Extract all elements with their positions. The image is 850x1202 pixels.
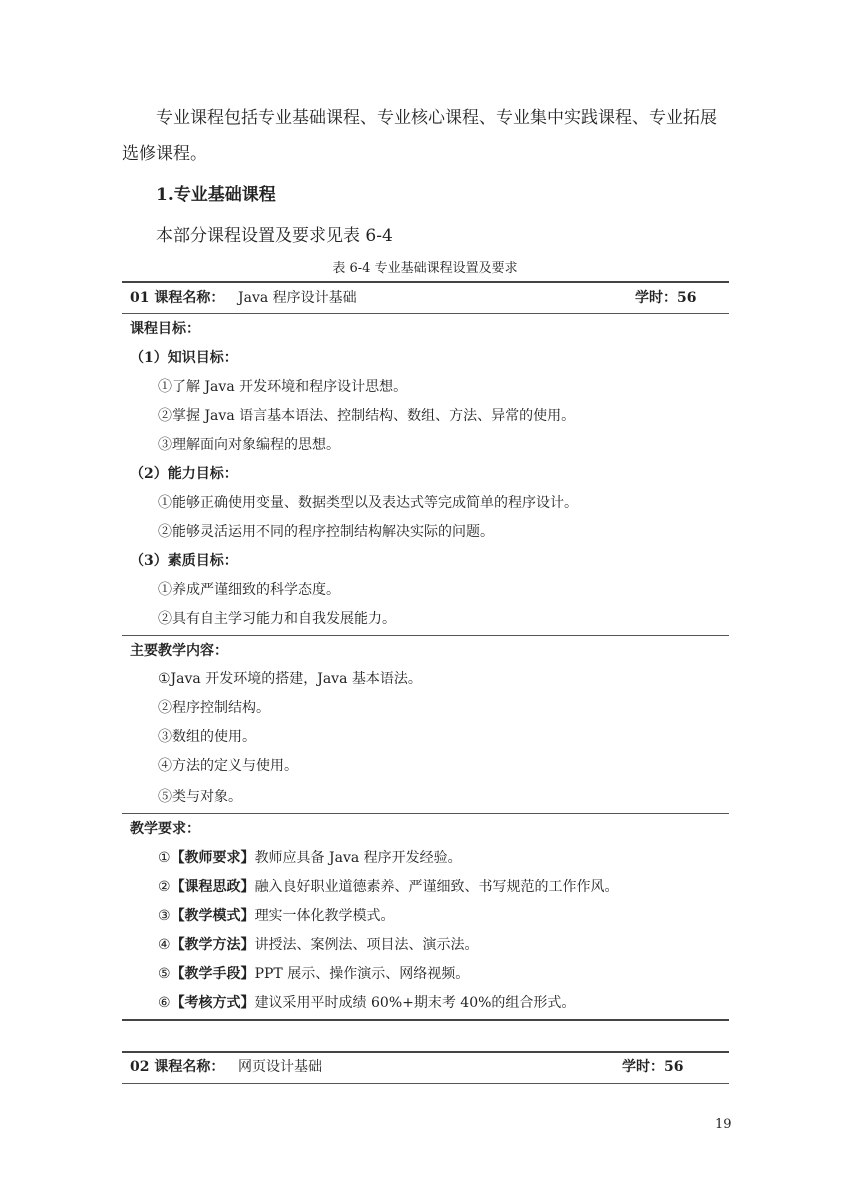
list-item: ⑤类与对象。 xyxy=(158,789,242,805)
list-item: ①了解 Java 开发环境和程序设计思想。 xyxy=(158,379,408,395)
item-tag: 【教学手段】 xyxy=(170,966,255,982)
section-heading: 1.专业基础课程 xyxy=(156,185,276,205)
list-item: ①能够正确使用变量、数据类型以及表达式等完成简单的程序设计。 xyxy=(158,495,578,511)
item-number: ① xyxy=(158,850,171,866)
item-tag: 【教师要求】 xyxy=(170,850,255,866)
objectives-title: 课程目标： xyxy=(130,321,200,337)
item-text: 融入良好职业道德素养、严谨细致、书写规范的工作作风。 xyxy=(254,879,619,895)
item-tag: 【考核方式】 xyxy=(170,995,255,1011)
list-item: ②程序控制结构。 xyxy=(158,700,270,716)
list-item xyxy=(158,876,619,896)
course1-name: Java 程序设计基础 xyxy=(238,290,357,306)
course2-name: 网页设计基础 xyxy=(238,1059,322,1075)
list-item xyxy=(158,905,395,925)
item-text: 建议采用平时成绩 60%+期末考 40%的组合形式。 xyxy=(254,995,576,1011)
table-top-rule xyxy=(122,281,729,283)
course2-hours: 学时：56 xyxy=(622,1059,684,1075)
item-number: ⑤ xyxy=(158,966,171,982)
course2-code-label: 02 课程名称： xyxy=(130,1059,225,1075)
item-text: 教师应具备 Java 程序开发经验。 xyxy=(254,850,462,866)
list-item: ③数组的使用。 xyxy=(158,729,256,745)
quality-title: （3）素质目标： xyxy=(130,553,238,569)
list-item: ④方法的定义与使用。 xyxy=(158,758,298,774)
row-divider xyxy=(122,813,729,814)
list-item: ②具有自主学习能力和自我发展能力。 xyxy=(158,611,396,627)
list-item: ②掌握 Java 语言基本语法、控制结构、数组、方法、异常的使用。 xyxy=(158,408,576,424)
ability-title: （2）能力目标： xyxy=(130,466,238,482)
knowledge-title: （1）知识目标： xyxy=(130,350,238,366)
table-caption: 表 6-4 专业基础课程设置及要求 xyxy=(332,261,518,276)
course1-hours: 学时：56 xyxy=(635,290,697,306)
item-tag: 【教学模式】 xyxy=(170,908,255,924)
item-tag: 【教学方法】 xyxy=(170,937,255,953)
table-top-rule xyxy=(122,1051,729,1053)
list-item: ①Java 开发环境的搭建，Java 基本语法。 xyxy=(158,671,422,687)
course1-code-label: 01 课程名称： xyxy=(130,290,225,306)
item-number: ② xyxy=(158,879,171,895)
item-number: ③ xyxy=(158,908,171,924)
row-divider xyxy=(122,635,729,636)
item-tag: 【课程思政】 xyxy=(170,879,255,895)
section-intro: 本部分课程设置及要求见表 6-4 xyxy=(156,226,393,246)
row-divider xyxy=(122,1083,729,1084)
intro-line-2: 选修课程。 xyxy=(122,144,207,164)
list-item: ②能够灵活运用不同的程序控制结构解决实际的问题。 xyxy=(158,524,494,540)
item-text: 讲授法、案例法、项目法、演示法。 xyxy=(254,937,479,953)
requirements-title: 教学要求： xyxy=(130,821,200,837)
list-item: ①养成严谨细致的科学态度。 xyxy=(158,582,340,598)
item-text: 理实一体化教学模式。 xyxy=(254,908,395,924)
content-title: 主要教学内容： xyxy=(130,643,228,659)
item-number: ⑥ xyxy=(158,995,171,1011)
list-item xyxy=(158,847,462,867)
intro-line-1: 专业课程包括专业基础课程、专业核心课程、专业集中实践课程、专业拓展 xyxy=(156,108,717,128)
item-text: PPT 展示、操作演示、网络视频。 xyxy=(254,966,470,982)
item-number: ④ xyxy=(158,937,171,953)
table-bottom-rule xyxy=(122,1019,729,1021)
row-divider xyxy=(122,313,729,314)
list-item: ③理解面向对象编程的思想。 xyxy=(158,437,340,453)
list-item xyxy=(158,963,469,983)
list-item xyxy=(158,934,479,954)
list-item xyxy=(158,992,575,1012)
page-number: 19 xyxy=(715,1117,732,1132)
